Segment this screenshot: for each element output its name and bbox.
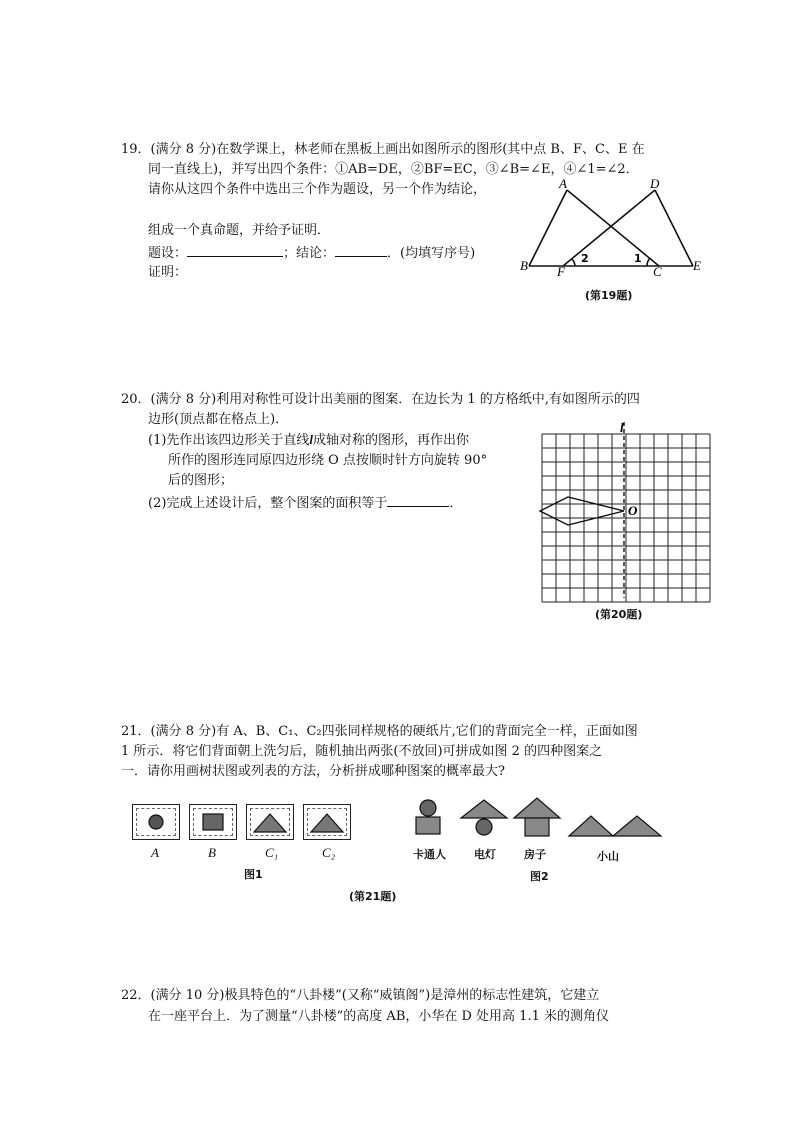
point-B-label: B <box>520 258 528 273</box>
q20-caption: (第20题) <box>595 608 643 621</box>
q20-line-var: l <box>309 432 314 447</box>
angle-2-arc <box>572 259 575 266</box>
q19-line-1: 19．(满分 8 分)在数学课上，林老师在黑板上画出如图所示的图形(其中点 B、F、C、E 在 <box>121 142 645 157</box>
square-shape-icon <box>190 805 236 839</box>
q20-item-1 <box>148 431 469 450</box>
angle-1-arc <box>647 258 650 266</box>
segment-AB <box>529 190 567 266</box>
q20-line-1: 20．(满分 8 分)利用对称性可设计出美丽的图案．在边长为 1 的方格纸中,有如图所示的四 <box>121 392 640 407</box>
triangle-shape-icon <box>247 805 293 839</box>
angle-1-label: 1 <box>634 252 642 265</box>
point-C-label: C <box>653 264 662 279</box>
card-A-label: A <box>151 845 159 860</box>
angle-2-label: 2 <box>581 252 589 265</box>
q19-answer-line <box>148 244 475 263</box>
q20-item-1-b: 成轴对称的图形，再作出你 <box>313 433 470 448</box>
pattern-label-cartoon: 卡通人 <box>413 848 446 861</box>
triangle-shape-icon <box>304 805 350 839</box>
q20-item-2-text: (2)完成上述设计后，整个图案的面积等于 <box>148 496 388 511</box>
segment-DE <box>655 190 693 266</box>
q20-item-2-end: ． <box>449 496 463 511</box>
card-B-label: B <box>208 845 216 860</box>
grid-lines <box>542 434 710 602</box>
conclusion-blank[interactable] <box>335 244 387 257</box>
pattern-cartoon-person <box>408 796 448 842</box>
card-B <box>189 804 237 840</box>
pattern-label-lamp: 电灯 <box>474 848 496 861</box>
quadrilateral <box>540 497 624 525</box>
pattern-label-house: 房子 <box>524 848 546 861</box>
circle-shape-icon <box>133 805 179 839</box>
line-l-label: l <box>620 420 624 435</box>
q20-grid-figure <box>540 420 710 600</box>
card-A <box>132 804 180 840</box>
q19-line-3: 请你从这四个条件中选出三个作为题设，另一个作为结论， <box>148 182 487 197</box>
q19-line-4: 组成一个真命题，并给予证明． <box>148 223 331 238</box>
q21-line-3: 一．请你用画树状图或列表的方法，分析拼成哪种图案的概率最大? <box>121 764 505 779</box>
proof-label: 证明： <box>148 265 188 280</box>
card-C2 <box>303 804 351 840</box>
card-C2-label: C₂ <box>322 845 336 860</box>
pattern-label-hills: 小山 <box>597 850 619 863</box>
premise-label: 题设： <box>148 246 188 261</box>
q21-line-2: 1 所示．将它们背面朝上洗匀后，随机抽出两张(不放回)可拼成如图 2 的四种图案之 <box>121 744 603 759</box>
fill-note: ．(均填写序号) <box>387 246 476 261</box>
premise-blank[interactable] <box>187 244 283 257</box>
q20-item-1-line-2: 所作的图形连同原四边形绕 O 点按顺时针方向旋转 90° <box>168 453 488 468</box>
fig1-caption: 图1 <box>244 868 263 881</box>
q20-item-1-line-3: 后的图形； <box>168 473 234 488</box>
q20-item-1-a: (1)先作出该四边形关于直线 <box>148 433 310 448</box>
pattern-lamp <box>459 796 509 842</box>
q22-line-2: 在一座平台上．为了测量“八卦楼”的高度 AB，小华在 D 处用高 1.1 米的测角仪 <box>148 1009 609 1024</box>
q21-caption: (第21题) <box>349 890 397 903</box>
card-C1-label: C₁ <box>265 845 279 860</box>
q19-caption: (第19题) <box>585 289 633 302</box>
q22-line-1: 22．(满分 10 分)极具特色的“八卦楼”(又称“威镇阁”)是漳州的标志性建筑，它建立 <box>121 988 600 1003</box>
point-E-label: E <box>693 258 701 273</box>
q20-line-2: 边形(顶点都在格点上)． <box>148 412 289 427</box>
q20-item-2 <box>148 494 462 513</box>
point-A-label: A <box>559 176 567 191</box>
area-blank[interactable] <box>387 494 449 507</box>
fig2-caption: 图2 <box>530 870 549 883</box>
q21-line-1: 21．(满分 8 分)有 A、B、C₁、C₂四张同样规格的硬纸片,它们的背面完全一样，正面如图 <box>121 724 638 739</box>
pattern-house <box>512 796 562 842</box>
q19-line-2: 同一直线上)，并写出四个条件：①AB=DE，②BF=EC，③∠B=∠E，④∠1=∠2． <box>148 162 639 177</box>
point-D-label: D <box>650 176 660 191</box>
point-F-label: F <box>557 264 565 279</box>
point-O-label: O <box>628 503 638 518</box>
q19-figure <box>515 178 705 303</box>
conclusion-label: ；结论： <box>283 246 336 261</box>
card-C1 <box>246 804 294 840</box>
pattern-hills <box>567 810 663 840</box>
